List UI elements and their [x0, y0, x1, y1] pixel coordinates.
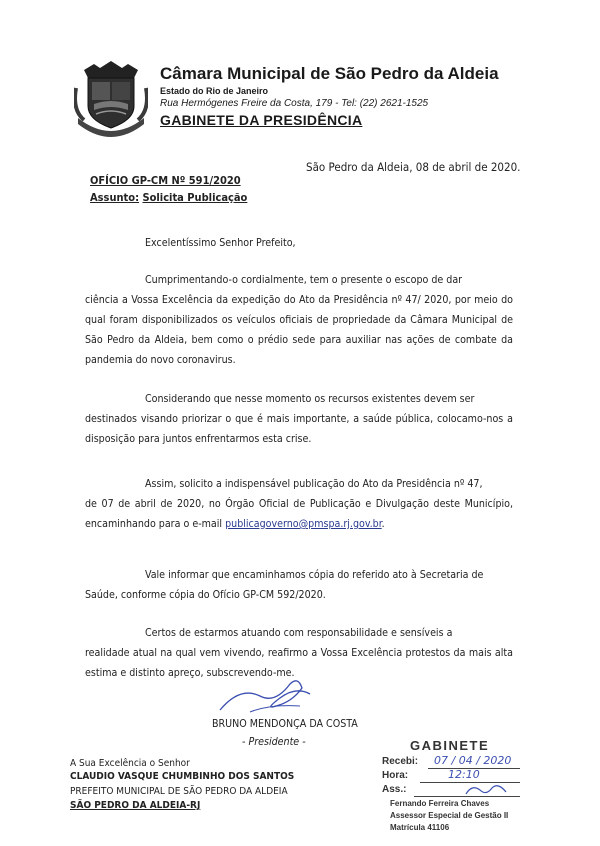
stamp-signer-registration: Matrícula 41106: [390, 823, 450, 832]
paragraph-1-body: ciência a Vossa Excelência da expedição do Ato da Presidência nº 47/ 2020, por meio do qual foram disponibilizados os veículos oficiais de propriedade da Câmara Municipal de São Pedro da Aldeia, bem como o prédio sede para auxiliar nas ações de combate da pandemia do novo coronavirus.: [85, 294, 513, 366]
recipient-name: CLAUDIO VASQUE CHUMBINHO DOS SANTOS: [70, 771, 295, 782]
stamp-received-label: Recebi:: [382, 756, 419, 767]
letter-reference: OFÍCIO GP-CM Nº 591/2020: [90, 174, 241, 187]
paragraph-1-first-line: Cumprimentando-o cordialmente, tem o presente o escopo de dar: [145, 274, 463, 286]
paragraph-5: [85, 623, 513, 683]
paragraph-5-first-line: Certos de estarmos atuando com responsabilidade e sensíveis a: [145, 627, 453, 639]
stamp-time-value: 12:10: [448, 768, 480, 781]
received-stamp: [370, 738, 530, 838]
salutation: Excelentíssimo Senhor Prefeito,: [145, 237, 296, 249]
chamber-name: Câmara Municipal de São Pedro da Aldeia: [160, 64, 499, 83]
stamp-title: GABINETE: [410, 738, 490, 753]
paragraph-3-text: de 07 de abril de 2020, no Órgão Oficial de Publicação e Divulgação deste Município, encaminhando para o e-mail: [85, 498, 513, 530]
paragraph-3-body: [85, 494, 513, 534]
subject-label: Assunto:: [90, 191, 140, 204]
paragraph-4: [85, 565, 513, 605]
stamp-received-value: 07 / 04 / 2020: [434, 754, 512, 767]
stamp-initials: [462, 782, 512, 798]
letter-subject: [90, 191, 247, 204]
paragraph-1: [85, 270, 513, 370]
recipient-salutation: A Sua Excelência o Senhor: [70, 758, 190, 769]
recipient-city: SÃO PEDRO DA ALDEIA-RJ: [70, 800, 201, 811]
paragraph-3: [85, 474, 513, 534]
office-name: GABINETE DA PRESIDÊNCIA: [160, 112, 363, 128]
paragraph-4-body: Saúde, conforme cópia do Ofício GP-CM 592/2020.: [85, 589, 326, 601]
subject-text: Solicita Publicação: [142, 191, 248, 204]
signatory-name: BRUNO MENDONÇA DA COSTA: [212, 718, 358, 730]
letter-date: São Pedro da Aldeia, 08 de abril de 2020.: [306, 160, 521, 174]
stamp-time-label: Hora:: [382, 770, 409, 781]
municipal-crest-logo: [74, 58, 148, 138]
chamber-address: Rua Hermógenes Freire da Costa, 179 - Tel: (22) 2621-1525: [160, 98, 429, 109]
paragraph-5-body: realidade atual na qual vem vivendo, reafirmo a Vossa Excelência protestos da mais alta estima e distinto apreço, subscrevendo-me.: [85, 647, 513, 679]
paragraph-2-body: destinados visando priorizar o que é mais importante, a saúde pública, colocamo-nos a disposição para juntos enfrentarmos esta crise.: [85, 413, 513, 445]
recipient-title: PREFEITO MUNICIPAL DE SÃO PEDRO DA ALDEIA: [70, 786, 288, 797]
paragraph-2: [85, 389, 513, 449]
email-link[interactable]: publicagoverno@pmspa.rj.gov.br: [225, 518, 382, 530]
state-name: Estado do Rio de Janeiro: [160, 86, 269, 96]
stamp-signer-name: Fernando Ferreira Chaves: [390, 799, 490, 808]
paragraph-3-end: .: [381, 518, 385, 530]
handwritten-signature: [180, 676, 320, 716]
stamp-signer-role: Assessor Especial de Gestão II: [390, 811, 509, 820]
paragraph-2-first-line: Considerando que nesse momento os recursos existentes devem ser: [145, 393, 475, 405]
signatory-role: - Presidente -: [242, 736, 306, 748]
paragraph-3-first-line: Assim, solicito a indispensável publicação do Ato da Presidência nº 47,: [145, 478, 483, 490]
paragraph-4-first-line: Vale informar que encaminhamos cópia do referido ato à Secretaria de: [145, 569, 484, 581]
stamp-signature-label: Ass.:: [382, 784, 407, 795]
